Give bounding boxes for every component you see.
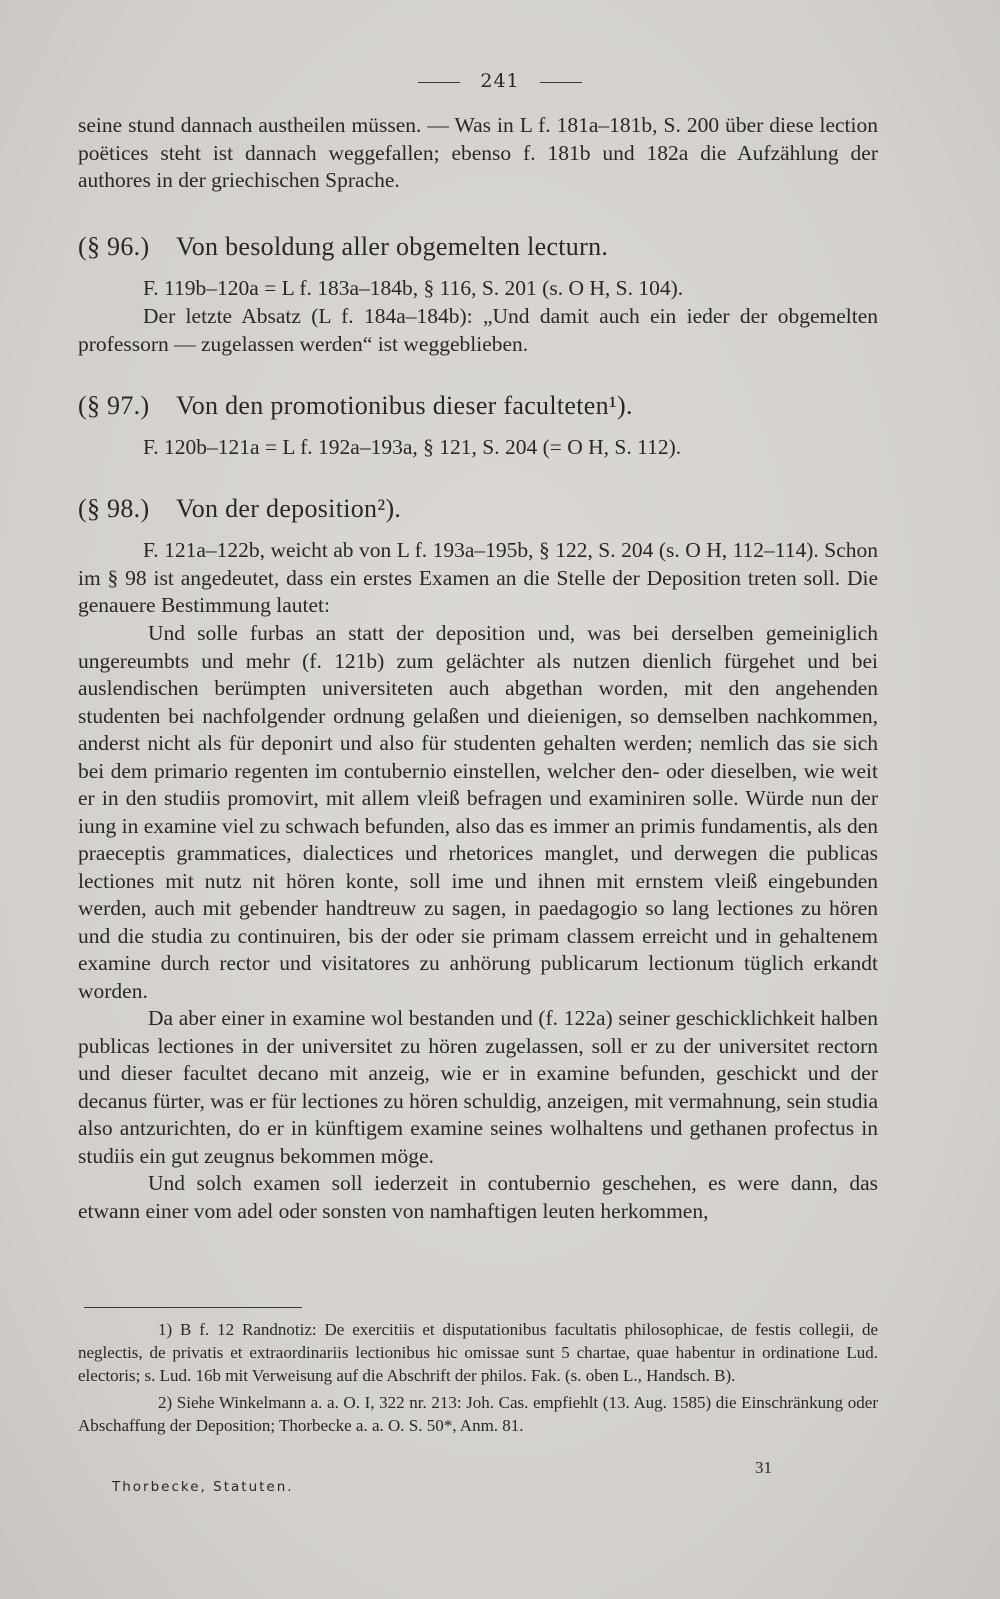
section-title: Von besoldung aller obgemelten lecturn. bbox=[176, 232, 609, 261]
section-number: (§ 98.) bbox=[78, 494, 150, 523]
section-reference: F. 120b–121a = L f. 192a–193a, § 121, S. 204 (= O H, S. 112). bbox=[143, 435, 682, 459]
section-heading-97 bbox=[78, 391, 898, 421]
footnote-rule bbox=[84, 1307, 302, 1308]
statute-paragraph: Und solle furbas an statt der deposition und, was bei derselben gemeiniglich ungereumbts und mehr (f. 121b) zum gelächter als nutzen dienlich fürgehet und bei auslendischen berümpten universiteten auch abgethan worden, mit den angehenden studenten bei nachfolgender ordnung gelaßen und dieienigen, so demselben nachkommen, anderst nicht als für deponirt und also für studenten gehalten werden; nemlich das sie sich bei dem primario regenten im contubernio einstellen, welcher den- oder dieselben, wie weit er in den studiis promovirt, mit allem vleiß befragen und examiniren solle. Würde nun der iung in examine viel zu schwach befunden, also das es immer an primis fundamentis, als den praeceptis grammatices, dialectices und rhetorices manglet, und derwegen die publicas lectiones mit nutz nit hören konte, soll ime und ihnen mit ernstem vleiß eingebunden werden, auch mit gebender handtreuw zu sagen, in paedagogio so lang lectiones zu hören und die studia zu continuiren, bis der oder sie primam classem erreicht und in gehaltenem examine durch rector und visitatores zu anhörung publicarum lectionum tüglich erkandt worden. bbox=[78, 621, 878, 1003]
quoted-statute-text bbox=[78, 620, 878, 1225]
statute-paragraph: Da aber einer in examine wol bestanden und (f. 122a) seiner geschicklichkeit halben publicas lectiones in der universitet zu hören zugelassen, soll er zu der universitet rectorn und dieser facultet decano mit anzeig, wie er in examine befunden, geschickt und der decanus fürter, was er für lectiones zu hören schuldig, anzeigen, mit vermahnung, sein studia also antzurichten, do er in künftigem examine seines wolhaltens und gethanen profectus in studiis ein gut zeugnus bekommen möge. bbox=[78, 1006, 878, 1168]
section-reference: F. 121a–122b, weicht ab von L f. 193a–195b, § 122, S. 204 (s. O H, 112–114). Schon im § 98 ist angedeutet, dass ein erstes Examen an die Stelle der Deposition treten soll. Die genauere Bestimmung lautet: bbox=[78, 538, 878, 617]
sheet-number: 31 bbox=[755, 1458, 772, 1477]
section-heading-98 bbox=[78, 494, 898, 524]
page-number-dash-right bbox=[540, 82, 582, 83]
opening-paragraph: seine stund dannach austheilen müssen. — Was in L f. 181a–181b, S. 200 über diese lection poëtices steht ist dannach weggefallen; ebenso f. 181b und 182a die Aufzählung der authores in der griechischen Sprache. bbox=[78, 113, 878, 192]
section-title: Von den promotionibus dieser faculteten¹). bbox=[176, 391, 633, 420]
section-number: (§ 96.) bbox=[78, 232, 150, 261]
statute-paragraph: Und solch examen soll iederzeit in contubernio geschehen, es were dann, das etwann einer vom adel oder sonsten von namhaftigen leuten herkommen, bbox=[78, 1171, 878, 1223]
page-number-line bbox=[0, 70, 1000, 92]
page-number: 241 bbox=[480, 70, 520, 92]
footnotes bbox=[78, 1318, 878, 1437]
section-number: (§ 97.) bbox=[78, 391, 150, 420]
page-number-dash-left bbox=[418, 82, 460, 83]
footnote-2: 2) Siehe Winkelmann a. a. O. I, 322 nr. 213: Joh. Cas. empfiehlt (13. Aug. 1585) die Einschränkung oder Abschaffung der Deposition; Thorbecke a. a. O. S. 50*, Anm. 81. bbox=[78, 1393, 878, 1435]
section-title: Von der deposition²). bbox=[176, 494, 402, 523]
footnote-1: 1) B f. 12 Randnotiz: De exercitiis et disputationibus facultatis philosophicae, de festis collegii, de neglectis, de privatis et extraordinariis lectionibus hic omissae sunt 5 chartae, quae habentur in ordinatione Lud. electoris; s. Lud. 16b mit Verweisung auf die Abschrift der philos. Fak. (s. oben L., Handsch. B). bbox=[78, 1320, 878, 1385]
signature-mark: Thorbecke, Statuten. bbox=[112, 1479, 294, 1495]
section-body: Der letzte Absatz (L f. 184a–184b): „Und damit auch ein ieder der obgemelten professorn — zugelassen werden“ ist weggeblieben. bbox=[78, 304, 878, 356]
section-reference: F. 119b–120a = L f. 183a–184b, § 116, S. 201 (s. O H, S. 104). bbox=[143, 276, 684, 300]
section-heading-96 bbox=[78, 232, 898, 262]
